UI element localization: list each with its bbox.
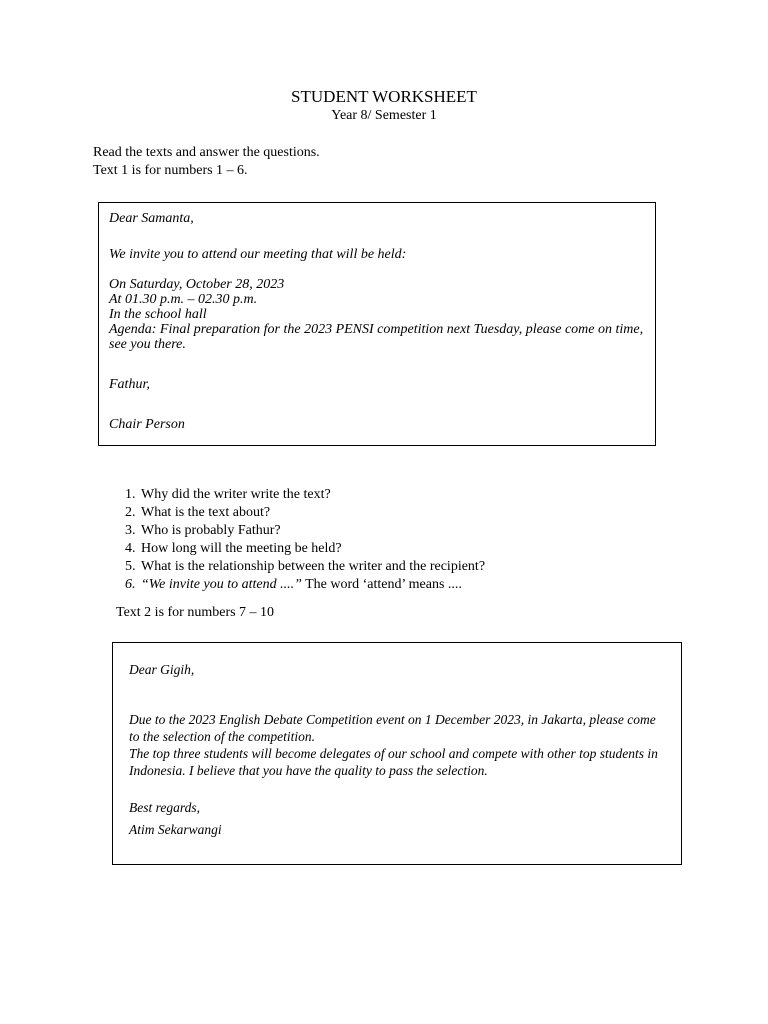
text1-role: Chair Person xyxy=(109,417,185,432)
text1-time: At 01.30 p.m. – 02.30 p.m. xyxy=(109,292,258,307)
text1-range-label: Text 1 is for numbers 1 – 6. xyxy=(93,163,248,178)
text2-greeting: Dear Gigih, xyxy=(129,662,195,677)
question-item: 5. What is the relationship between the writer and the recipient? xyxy=(139,558,699,576)
worksheet-title: STUDENT WORKSHEET xyxy=(291,87,477,106)
question-item: 2. What is the text about? xyxy=(139,504,699,522)
text2-paragraph: The top three students will become delegates of our school and compete with other top students in Indonesia. I believe that you have the quality to pass the selection. xyxy=(129,746,658,778)
text1-signature: Fathur, xyxy=(109,377,150,392)
questions-list xyxy=(115,486,699,594)
text2-signature: Atim Sekarwangi xyxy=(129,822,222,837)
text2-paragraph: Due to the 2023 English Debate Competition event on 1 December 2023, in Jakarta, please come to the selection of the competition. xyxy=(129,712,656,744)
question6-rest: The word ‘attend’ means .... xyxy=(301,577,462,592)
text2-range-label: Text 2 is for numbers 7 – 10 xyxy=(116,605,275,620)
worksheet-subtitle: Year 8/ Semester 1 xyxy=(331,108,437,123)
text1-place: In the school hall xyxy=(109,307,207,322)
question-item: 1. Why did the writer write the text? xyxy=(139,486,699,504)
instruction-line: Read the texts and answer the questions. xyxy=(93,145,320,160)
text2-closing: Best regards, xyxy=(129,800,200,815)
text1-invite-line: We invite you to attend our meeting that will be held: xyxy=(109,247,407,262)
question6-quote: “We invite you to attend ....” xyxy=(141,577,302,592)
text1-invitation-box xyxy=(98,202,656,446)
text2-letter-box xyxy=(112,642,682,865)
text1-greeting: Dear Samanta, xyxy=(109,211,194,226)
text1-date: On Saturday, October 28, 2023 xyxy=(109,277,285,292)
question-item: 4. How long will the meeting be held? xyxy=(139,540,699,558)
text1-agenda: Agenda: Final preparation for the 2023 PENSI competition next Tuesday, please come on time, see you there. xyxy=(109,322,644,352)
question-item: 3. Who is probably Fathur? xyxy=(139,522,699,540)
question-item xyxy=(139,576,699,594)
